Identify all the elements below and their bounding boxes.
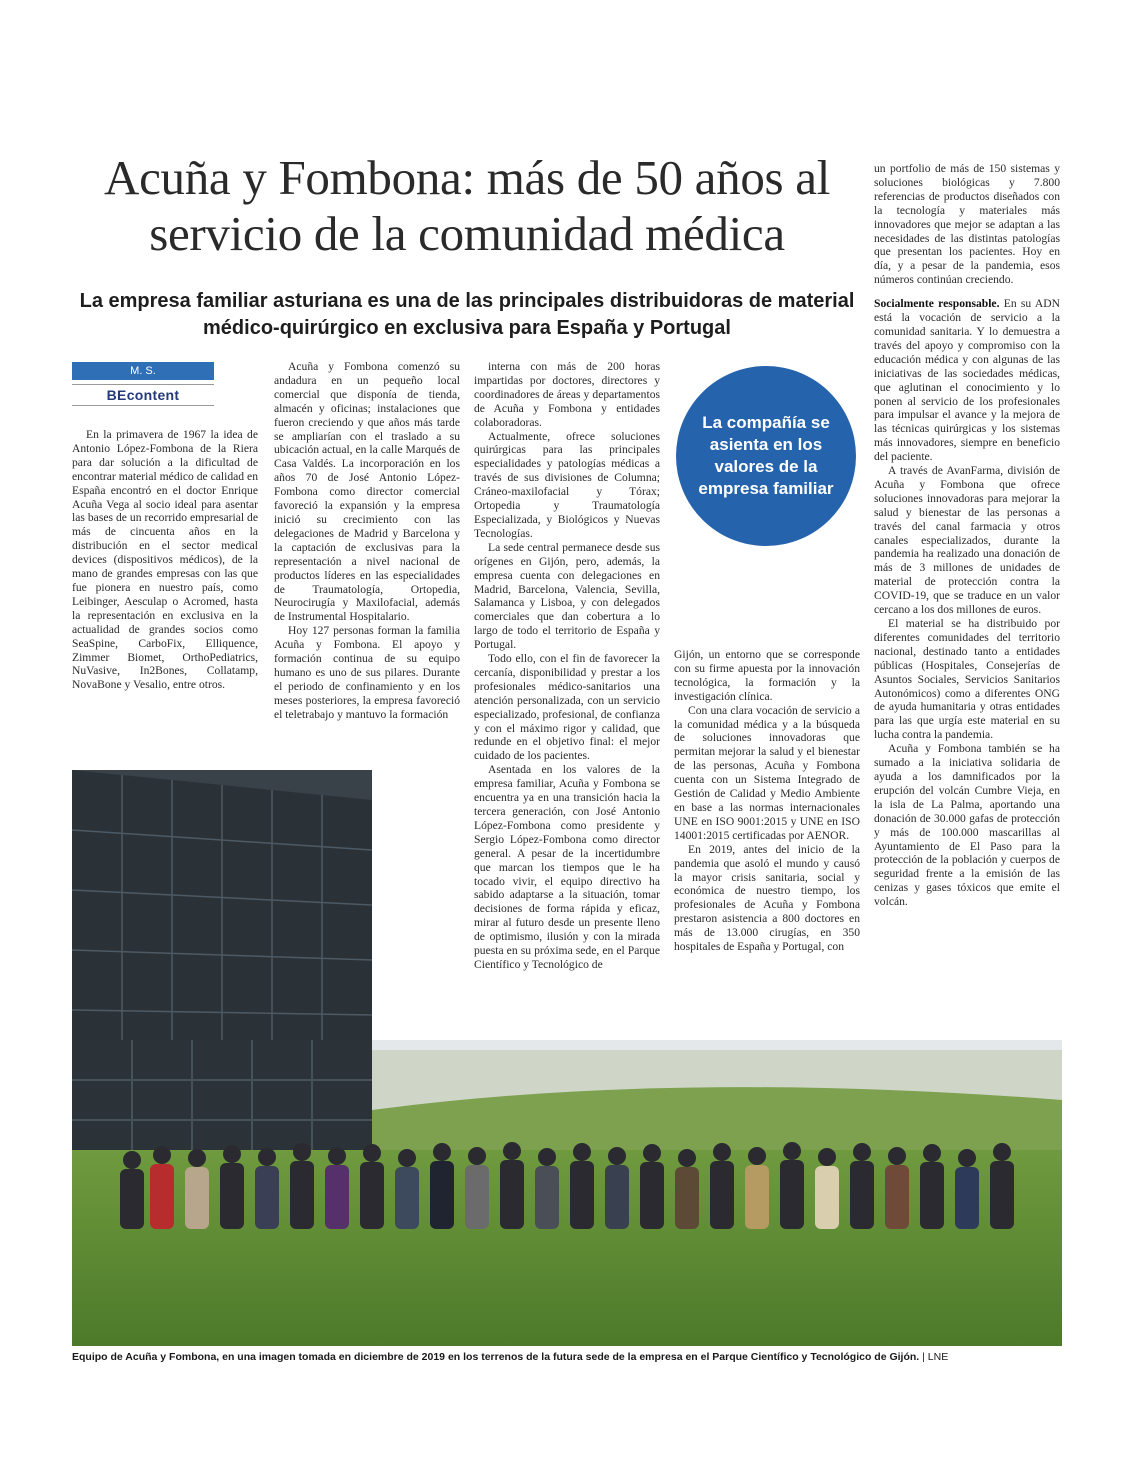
article-column-4 xyxy=(674,648,860,1022)
pullquote-circle xyxy=(676,366,856,546)
photo-credit: | LNE xyxy=(922,1351,949,1363)
article-column-2 xyxy=(274,360,460,772)
byline-author: M. S. xyxy=(72,362,214,380)
paragraph: Actualmente, ofrece soluciones quirúrgicas para las principales especialidades y patologías médicas a través de sus divisiones de Columna; Cráneo-maxilofacial y Tórax; Ortopedia y Traumatología Especializada, y Biológicos y Nuevas Tecnologías. xyxy=(474,429,660,540)
paragraph: El material se ha distribuido por diferentes comunidades del territorio nacional, destinado tanto a entidades públicas (Hospitales, Consejerías de Asuntos Sociales, Servicios Sanitarios Autonómicos) como a diferentes ONG de ayuda humanitaria y otras entidades para las que urgía este material en su lucha contra la pandemia. xyxy=(874,617,1060,742)
paragraph: La sede central permanece desde sus orígenes en Gijón, pero, además, la empresa cuenta con delegaciones en Madrid, Barcelona, Valencia, Sevilla, Salamanca y Lisboa, y con delegados comerciales que dan cobertura a lo largo de todo el territorio de España y Portugal. xyxy=(474,540,660,652)
paragraph: Gijón, un entorno que se corresponde con su firme apuesta por la innovación tecnológica, la formación y la investigación clínica. xyxy=(674,648,860,703)
caption-text: Equipo de Acuña y Fombona, en una imagen tomada en diciembre de 2019 en los terrenos de la futura sede de la empresa en el Parque Científico y Tecnológico de Gijón. xyxy=(72,1351,920,1363)
paragraph: A través de AvanFarma, división de Acuña y Fombona que ofrece soluciones innovadoras para mejorar la salud y bienestar de las personas a través del canal farmacia y otros canales especializados, durante la pandemia ha realizado una donación de más de 3 millones de unidades de material de protección contra la COVID-19, que se traduce en un valor cercano a los dos millones de euros. xyxy=(874,464,1060,617)
brand-logo: BEcontent xyxy=(72,384,214,406)
paragraph xyxy=(874,297,1060,464)
headline-subtitle: La empresa familiar asturiana es una de las principales distribuidoras de material médico-quirúrgico en exclusiva para España y Portugal xyxy=(79,290,855,339)
building-photo xyxy=(72,770,372,1040)
paragraph: Acuña y Fombona comenzó su andadura en un pequeño local comercial que disponía de tienda, almacén y oficinas; instalaciones que fueron creciendo y que años más tarde se ampliarían con el traslado a su ubicación actual, en la calle Marqués de Casa Valdés. La incorporación en los años 70 de José Antonio López-Fombona como director comercial favoreció la expansión y la empresa inició su crecimiento con las delegaciones de Madrid y Barcelona y la captación de exclusivas para la representación a nivel nacional de productos líderes en las especialidades de Traumatología, Ortopedia, Neurocirugía y Maxilofacial, además de Instrumental Hospitalario. xyxy=(274,360,460,624)
paragraph: interna con más de 200 horas impartidas por doctores, directores y coordinadores de áreas y departamentos de Acuña y Fombona y entidades colaboradoras. xyxy=(474,360,660,429)
paragraph: Con una clara vocación de servicio a la comunidad médica y a la búsqueda de soluciones innovadoras que permitan mejorar la salud y el bienestar de las personas, Acuña y Fombona cuenta con un Sistema Integrado de Gestión de Calidad y Medio Ambiente en base a las normas internacionales UNE en ISO 9001:2015 y UNE en ISO 14001:2015 certificadas por AENOR. xyxy=(674,703,860,842)
section-lead-text: En su ADN está la vocación de servicio a la comunidad sanitaria. Y lo demuestra a través del apoyo y compromiso con la educación médica y con algunas de las iniciativas de las sociedades médicas, que aglutinan el conocimiento y lo ponen al servicio de los profesionales para impulsar el avance y la mejora de las técnicas quirúrgicas y los sistemas más innovadores, siempre en beneficio del paciente. xyxy=(874,297,1060,464)
paragraph: En la primavera de 1967 la idea de Antonio López-Fombona de la Riera para dar solución a la dificultad de encontrar material médico de calidad en España encontró en el doctor Enrique Acuña Vega al socio ideal para asentar las bases de un recorrido empresarial de más de cincuenta años en la distribución en el sector medical devices (dispositivos médicos), de la mano de grandes empresas con las que fue pionera en nuestro país, como Leibinger, Aesculap o Acromed, hasta la representación en exclusiva en la actualidad de grandes socios como SeaSpine, CarboFix, Elliquence, Zimmer Biomet, OrthoPediatrics, NuVasive, In2Bones, Collatamp, NovaBone y Vesalio, entre otros. xyxy=(72,428,258,692)
paragraph: Hoy 127 personas forman la familia Acuña y Fombona. El apoyo y formación continua de su equipo humano es uno de sus pilares. Durante el periodo de confinamiento y en los meses posteriores, la empresa favoreció el teletrabajo y mantuvo la formación xyxy=(274,624,460,721)
article-column-1 xyxy=(72,428,258,748)
building-illustration xyxy=(72,770,372,1040)
headline-title: Acuña y Fombona: más de 50 años al servicio de la comunidad médica xyxy=(103,150,831,261)
pullquote-text: La compañía se asienta en los valores de la empresa familiar xyxy=(698,413,834,498)
paragraph: Todo ello, con el fin de favorecer la cercanía, disponibilidad y prestar a los profesionales médico-sanitarios una atención personalizada, con un servicio especializado, profesional, de confianza y con el máximo rigor y calidad, que redunde en el objetivo final: el mejor cuidado de los pacientes. xyxy=(474,652,660,763)
section-lead: Socialmente responsable. xyxy=(874,297,1000,311)
byline-box xyxy=(72,362,214,406)
article-column-5 xyxy=(874,162,1060,1032)
paragraph: Acuña y Fombona también se ha sumado a la iniciativa solidaria de ayuda a los damnificados por la erupción del volcán Cumbre Vieja, en la isla de La Palma, aportando una donación de 30.000 gafas de protección y más de 100.000 mascarillas al Ayuntamiento de El Paso para la protección de la población y cuerpos de seguridad frente a la emisión de las cenizas y gases tóxicos que emite el volcán. xyxy=(874,742,1060,909)
paragraph: En 2019, antes del inicio de la pandemia que asoló el mundo y causó la mayor crisis sanitaria, social y económica de nuestro tiempo, los profesionales de Acuña y Fombona prestaron asistencia a 800 doctores en más de 13.000 cirugías, en 350 hospitales de España y Portugal, con xyxy=(674,842,860,954)
paragraph: Asentada en los valores de la empresa familiar, Acuña y Fombona se encuentra ya en una transición hacia la tercera generación, con José Antonio López-Fombona como presidente y Sergio López-Fombona como director general. A pesar de la incertidumbre que marcan los tiempos que le ha tocado vivir, el equipo directivo ha sabido adaptarse a la situación, tomar decisiones de forma rápida y eficaz, mirar al futuro desde un presente lleno de optimismo, ilusión y con la mirada puesta en su próxima sede, en el Parque Científico y Tecnológico de xyxy=(474,763,660,971)
team-photo-illustration xyxy=(72,1040,1062,1346)
team-photo xyxy=(72,1040,1062,1346)
photo-caption xyxy=(72,1350,1062,1364)
article-column-3 xyxy=(474,360,660,1022)
paragraph: un portfolio de más de 150 sistemas y soluciones biológicas y 7.800 referencias de productos diseñados con la tecnología y materiales más innovadores que mejor se adaptan a las necesidades de las distintas patologías que presentan los pacientes. Hoy en día, y a pesar de la pandemia, esos números continúan creciendo. xyxy=(874,162,1060,287)
